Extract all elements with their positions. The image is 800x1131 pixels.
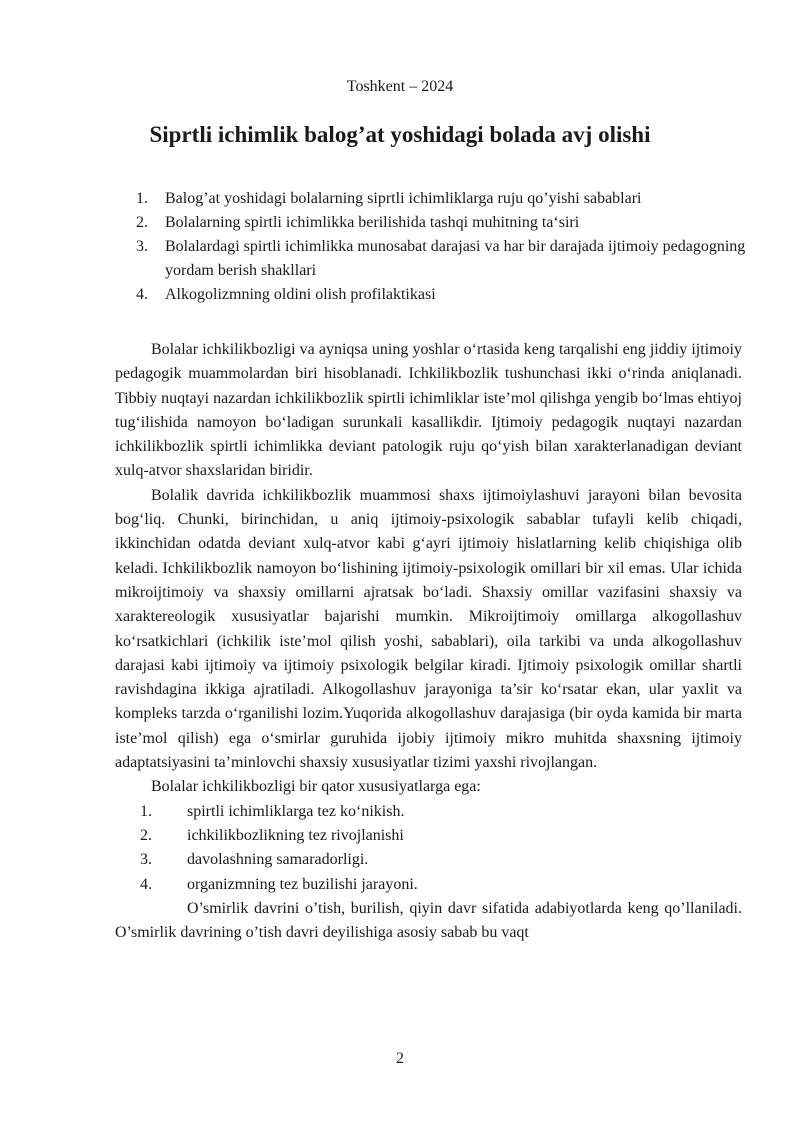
feature-number: 2. [140, 826, 152, 844]
feature-number: 4. [140, 875, 152, 893]
topic-item [136, 211, 756, 235]
body-text [115, 338, 742, 945]
page-number: 2 [396, 1050, 404, 1067]
topic-text: Bolalardagi spirtli ichimlikka munosabat darajasi va har bir darajada ijtimoiy pedagogning yordam berish shakllari [165, 238, 746, 279]
feature-item [115, 848, 742, 872]
topic-text: Balog’at yoshidagi bolalarning siprtli ichimliklarga ruju qo’yishi sabablari [165, 190, 642, 207]
feature-text: ichkilikbozlikning tez rivojlanishi [187, 826, 404, 844]
topic-item [136, 187, 756, 211]
topic-number: 1. [136, 190, 148, 207]
feature-number: 3. [140, 851, 152, 869]
topic-text: Bolalarning spirtli ichimlikka berilishida tashqi muhitning ta‘siri [165, 214, 580, 231]
topics-list [136, 187, 756, 307]
feature-item [115, 824, 742, 848]
closing-paragraph: O’smirlik davrini o’tish, burilish, qiyin davr sifatida adabiyotlarda keng qo’llaniladi. O’smirlik davrining o’tish davri deyilishiga asosiy sabab bu vaqt [115, 899, 742, 942]
place-date-line: Toshkent – 2024 [346, 78, 454, 95]
feature-text: spirtli ichimliklarga tez ko‘nikish. [187, 802, 405, 820]
features-intro: Bolalar ichkilikbozligi bir qator xususiyatlarga ega: [151, 778, 481, 796]
topic-number: 3. [136, 238, 148, 255]
feature-number: 1. [140, 802, 152, 820]
feature-item [115, 873, 742, 897]
feature-text: davolashning samaradorligi. [187, 851, 369, 869]
topic-number: 2. [136, 214, 148, 231]
topic-item [136, 235, 756, 283]
feature-text: organizmning tez buzilishi jarayoni. [187, 875, 418, 893]
topic-item [136, 283, 756, 307]
document-title: Siprtli ichimlik balog’at yoshidagi bolada avj olishi [149, 122, 651, 147]
features-list [115, 800, 742, 897]
topic-text: Alkogolizmning oldini olish profilaktikasi [165, 286, 436, 303]
body-paragraph: Bolalar ichkilikbozligi va ayniqsa uning yoshlar o‘rtasida keng tarqalishi eng jiddiy ijtimoiy pedagogik muammolardan biri hisoblanadi. Ichkilikbozlik tushunchasi ikki o‘rinda aniqlanadi. Tibbiy nuqtayi nazardan ichkilikbozlik spirtli ichimliklar iste’mol qilishga yengib bo‘lmas ehtiyoj tug‘ilishida namoyon bo‘ladigan surunkali kasallikdir. Ijtimoiy pedagogik nuqtayi nazardan ichkilikbozlik spirtli ichimlikka deviant patologik ruju qo‘yish bilan xarakterlanadigan deviant xulq-atvor shaxslaridan biridir. [115, 341, 742, 480]
body-paragraph: Bolalik davrida ichkilikbozlik muammosi shaxs ijtimoiylashuvi jarayoni bilan bevosita bog‘liq. Chunki, birinchidan, u aniq ijtimoiy-psixologik sabablar tufayli kelib chiqadi, ikkinchidan odatda deviant xulq-atvor kabi g‘ayri ijtimoiy hislatlarning kelib chiqishiga olib keladi. Ichkilikbozlik namoyon bo‘lishining ijtimoiy-psixologik omillari bir xil emas. Ular ichida mikroijtimoiy va shaxsiy omillarni ajratsak bo‘ladi. Shaxsiy omillar vazifasini shaxsiy va xaraktereologik xususiyatlar bajarishi mumkin. Mikroijtimoiy omillarga alkogollashuv ko‘rsatkichlari (ichkilik iste’mol qilish yoshi, sabablari), oila tarkibi va unda alkogollashuv darajasi kabi ijtimoiy va ijtimoiy psixologik belgilar kiradi. Ijtimoiy psixologik omillar shartli ravishdagina ikkiga ajratiladi. Alkogollashuv jarayoniga ta’sir ko‘rsatar ekan, ular yaxlit va kompleks tarzda o‘rganilishi lozim.Yuqorida alkogollashuv darajasiga (bir oyda kamida bir marta iste’mol qilish) ega o‘smirlar guruhida ijobiy ijtimoiy mikro muhitda shaxsning ijtimoiy adaptatsiyasini ta’minlovchi shaxsiy xususiyatlar tizimi yaxshi rivojlangan. [115, 486, 742, 772]
topic-number: 4. [136, 286, 148, 303]
feature-item [115, 800, 742, 824]
